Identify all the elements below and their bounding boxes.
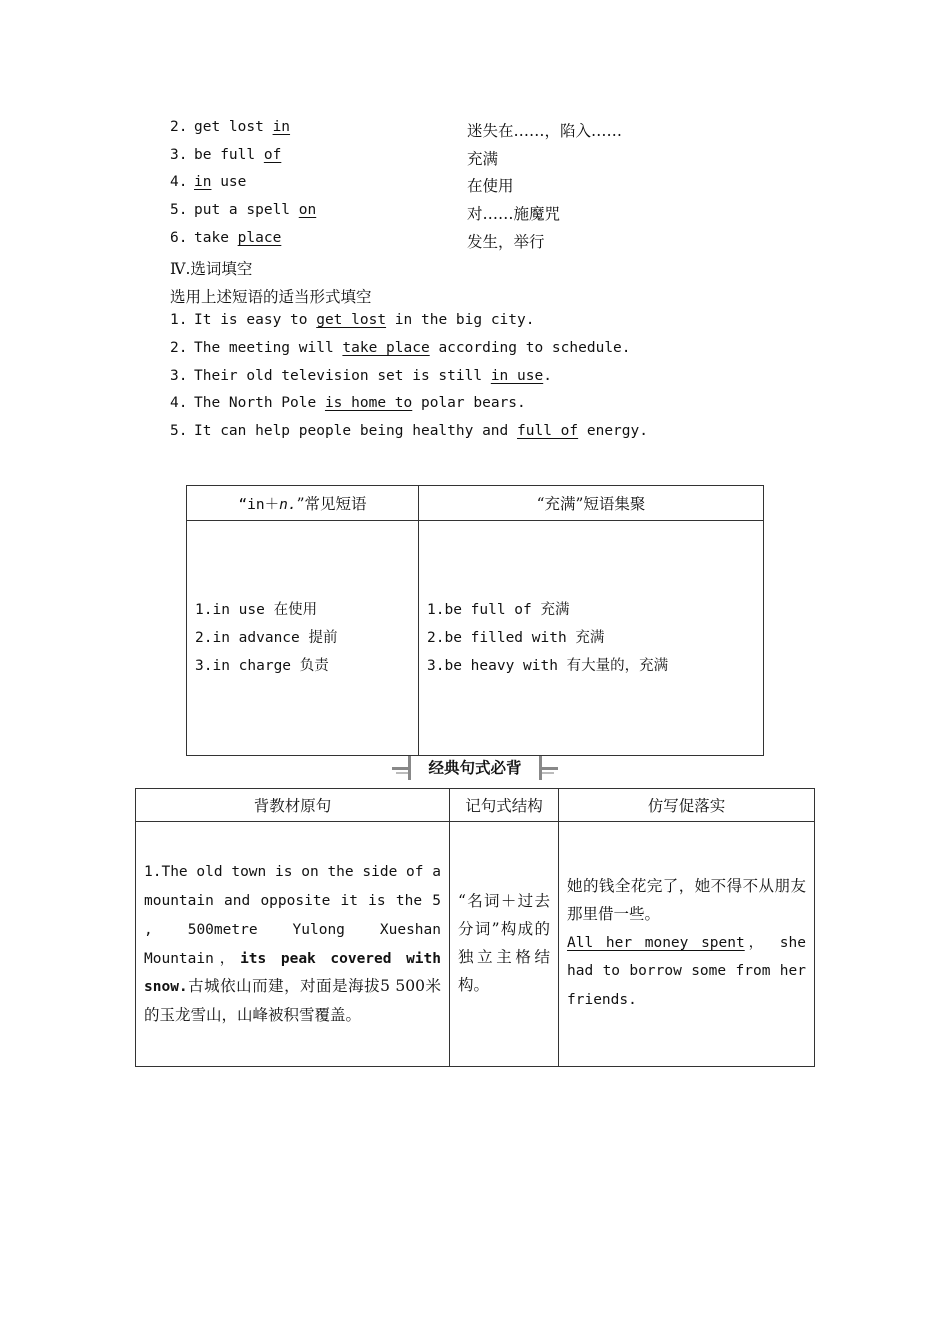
- phrase-list: [170, 119, 790, 257]
- phrase-row: [170, 119, 790, 147]
- in-phrase-item: 3.in charge 负责: [195, 658, 329, 674]
- sentence-row: 2. The meeting will take place according to schedule.: [170, 340, 631, 357]
- table2-header-source: 背教材原句: [136, 789, 450, 822]
- phrase-meaning: 在使用: [467, 177, 514, 196]
- phrase-number: 4.: [170, 174, 188, 191]
- table1-header-in-n: “in＋n.”常见短语: [187, 486, 419, 521]
- fill-in-section: [170, 257, 810, 451]
- section-instruction: 选用上述短语的适当形式填空: [170, 287, 372, 306]
- phrase-answer: of: [263, 146, 282, 163]
- sentence-row: 4. The North Pole is home to polar bears.: [170, 395, 526, 412]
- imitate-rest: ， she had to borrow some from her friends.: [567, 934, 806, 1009]
- imitate-cell: [559, 822, 815, 1067]
- phrase-answer: place: [237, 229, 282, 246]
- source-sentence-cell: [136, 822, 450, 1067]
- phrase-meaning: 对……施魔咒: [467, 205, 561, 224]
- sentence-answer: full of: [517, 423, 579, 440]
- phrase-text: get lost in: [194, 119, 291, 135]
- phrase-number: 5.: [170, 202, 188, 219]
- structure-cell: [450, 822, 559, 1067]
- phrase-answer: on: [298, 202, 317, 219]
- table2-header-imitate: 仿写促落实: [559, 789, 815, 822]
- phrase-meaning: 充满: [467, 149, 499, 168]
- sentence-row: 1. It is easy to get lost in the big city.: [170, 312, 535, 329]
- phrase-number: 3.: [170, 146, 188, 163]
- imitate-answer: All her money spent: [567, 934, 745, 951]
- phrase-row: [170, 202, 790, 230]
- full-phrase-item: 3.be heavy with 有大量的，充满: [427, 658, 669, 674]
- phrase-row: [170, 230, 790, 258]
- source-sentence-bold: its peak covered with snow.: [144, 950, 441, 996]
- phrase-meaning: 迷失在……，陷入……: [467, 122, 623, 140]
- table1-header-full-of: “充满”短语集聚: [419, 486, 764, 521]
- full-phrase-item: 1.be full of 充满: [427, 602, 570, 618]
- phrase-text: in use: [194, 174, 247, 191]
- phrase-number: 6.: [170, 229, 188, 246]
- sentence-row: 5. It can help people being healthy and full of energy.: [170, 423, 648, 440]
- source-sentence-cn: 古城依山而建，对面是海拔5 500米的玉龙雪山，山峰被积雪覆盖。: [144, 977, 441, 1025]
- phrase-collection-table: [186, 485, 764, 756]
- section-heading: Ⅳ.选词填空: [170, 260, 253, 278]
- sentence-answer: is home to: [324, 395, 413, 412]
- phrase-number: 2.: [170, 119, 188, 135]
- phrase-row: [170, 174, 790, 202]
- source-sentence-en: 1.The old town is on the side of a mountain and opposite it is the 5 , 500metre Yulong Xueshan Mountain，: [144, 864, 441, 967]
- phrase-row: [170, 147, 790, 175]
- table1-full-phrases-cell: [419, 521, 764, 756]
- phrase-text: put a spell on: [194, 202, 317, 219]
- phrase-answer: in: [194, 174, 212, 191]
- sentence-answer: in use: [490, 367, 544, 384]
- phrase-text: be full of: [194, 146, 282, 163]
- section-banner: [392, 756, 558, 780]
- in-phrase-item: 1.in use 在使用: [195, 602, 318, 618]
- full-phrase-item: 2.be filled with 充满: [427, 630, 605, 646]
- phrase-text: take place: [194, 229, 282, 246]
- sentence-answer: get lost: [316, 312, 387, 329]
- in-phrase-item: 2.in advance 提前: [195, 630, 338, 646]
- phrase-meaning: 发生，举行: [467, 232, 545, 251]
- imitate-cn: 她的钱全花完了，她不得不从朋友那里借一些。: [567, 877, 806, 923]
- structure-text: “名词＋过去分词”构成的独立主格结构。: [458, 892, 550, 994]
- table1-in-phrases-cell: [187, 521, 419, 756]
- section-banner-label: 经典句式必背: [408, 756, 542, 780]
- phrase-answer: in: [272, 119, 291, 135]
- sentence-row: 3. Their old television set is still in use.: [170, 367, 552, 384]
- sentence-answer: take place: [342, 340, 430, 357]
- sentence-pattern-table: [135, 788, 815, 1067]
- table2-header-structure: 记句式结构: [450, 789, 559, 822]
